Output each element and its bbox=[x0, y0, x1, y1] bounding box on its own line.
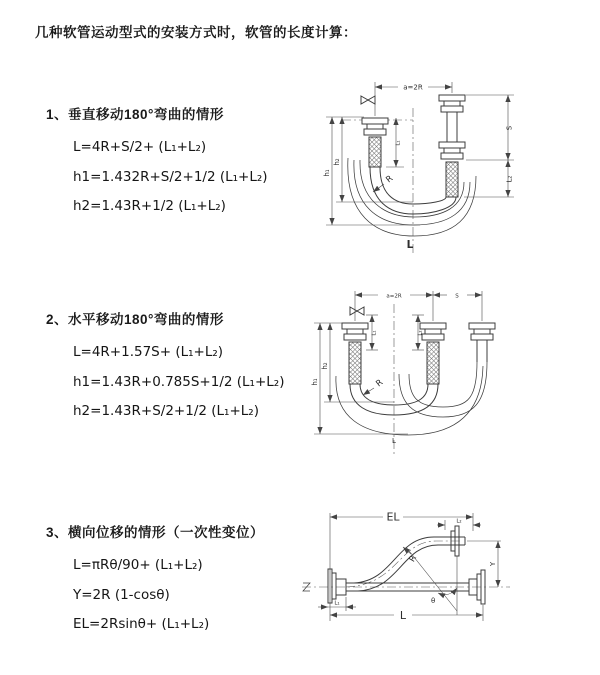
radius-label: R bbox=[407, 553, 420, 565]
dimensions bbox=[311, 291, 482, 445]
dim-label-a2r: a=2R bbox=[386, 293, 402, 300]
dim-label-l2: L₂ bbox=[505, 175, 514, 183]
dimensions bbox=[318, 511, 501, 623]
formula-h1: h1=1.432R+S/2+1/2 (L₁+L₂) bbox=[73, 168, 268, 185]
flange-right-raised bbox=[439, 95, 465, 112]
dim-label-l1: L₁ bbox=[395, 140, 402, 146]
radius-label: R bbox=[374, 377, 386, 390]
flange-left-inner bbox=[332, 573, 336, 599]
valve-icon bbox=[350, 307, 364, 315]
scurve-bottom-wall bbox=[358, 545, 465, 591]
braided-section-left bbox=[349, 342, 361, 384]
hose-assembly bbox=[336, 307, 495, 435]
dim-label-h1: h₁ bbox=[311, 378, 319, 386]
formula-el: EL=2Rsinθ+ (L₁+L₂) bbox=[73, 616, 210, 632]
section-horizontal-movement bbox=[46, 308, 284, 433]
braided-section-right bbox=[446, 162, 458, 197]
diagram-horizontal-180-bend bbox=[310, 282, 555, 462]
dim-label-s: S bbox=[455, 293, 459, 300]
section-3-heading: 3、横向位移的情形（一次性变位） bbox=[46, 525, 265, 540]
dimensions bbox=[323, 82, 514, 251]
section-lateral-displacement bbox=[46, 521, 264, 646]
formula-y: Y=2R (1-cosθ) bbox=[73, 586, 170, 603]
dim-label-l2: L₂ bbox=[456, 518, 462, 525]
formula-h2: h2=1.43R+S/2+1/2 (L₁+L₂) bbox=[73, 403, 259, 419]
page-title: 几种软管运动型式的安装方式时，软管的长度计算： bbox=[35, 25, 357, 40]
dim-label-s: S bbox=[505, 125, 514, 131]
length-label: L bbox=[406, 239, 414, 251]
section-1-heading: 1、垂直移动180°弯曲的情形 bbox=[46, 107, 224, 122]
dim-label-l1: L₁ bbox=[371, 330, 378, 336]
dim-label-el: EL bbox=[386, 510, 400, 524]
formula-h2: h2=1.43R+1/2 (L₁+L₂) bbox=[73, 198, 226, 214]
flange-position-1 bbox=[417, 323, 446, 340]
angle-label: θ bbox=[431, 597, 436, 605]
formula-length: L=4R+S/2+ (L₁+L₂) bbox=[73, 139, 207, 155]
dim-label-l2: L₂ bbox=[417, 330, 424, 336]
braided-section-middle bbox=[427, 342, 439, 384]
formula-h1: h1=1.43R+0.785S+1/2 (L₁+L₂) bbox=[73, 373, 285, 390]
dim-label-y: Y bbox=[489, 561, 497, 567]
dim-label-a2r: a=2R bbox=[403, 83, 423, 92]
dim-label-h1: h₁ bbox=[323, 169, 331, 177]
dim-label-h2: h₂ bbox=[321, 362, 329, 370]
dim-label-l1: L₁ bbox=[334, 600, 340, 607]
section-vertical-movement bbox=[46, 103, 268, 228]
flange-left bbox=[362, 118, 388, 135]
diagram-vertical-180-bend bbox=[318, 70, 550, 262]
length-label: L bbox=[392, 437, 396, 445]
dim-label-length: L bbox=[399, 609, 407, 622]
valve-icon bbox=[361, 96, 375, 104]
hose-assembly bbox=[348, 95, 476, 236]
dim-label-h2: h₂ bbox=[333, 158, 341, 166]
section-2-heading: 2、水平移动180°弯曲的情形 bbox=[46, 312, 224, 327]
diagram-lateral-displacement bbox=[298, 503, 598, 651]
flange-right-lower bbox=[439, 142, 465, 159]
formula-length: L=4R+1.57S+ (L₁+L₂) bbox=[73, 344, 224, 360]
braided-section-left bbox=[369, 137, 381, 167]
formula-length: L=πRθ/90+ (L₁+L₂) bbox=[73, 557, 203, 573]
flange-position-2 bbox=[469, 323, 495, 340]
flange-fixed bbox=[342, 323, 368, 340]
radius-label: R bbox=[384, 173, 396, 186]
